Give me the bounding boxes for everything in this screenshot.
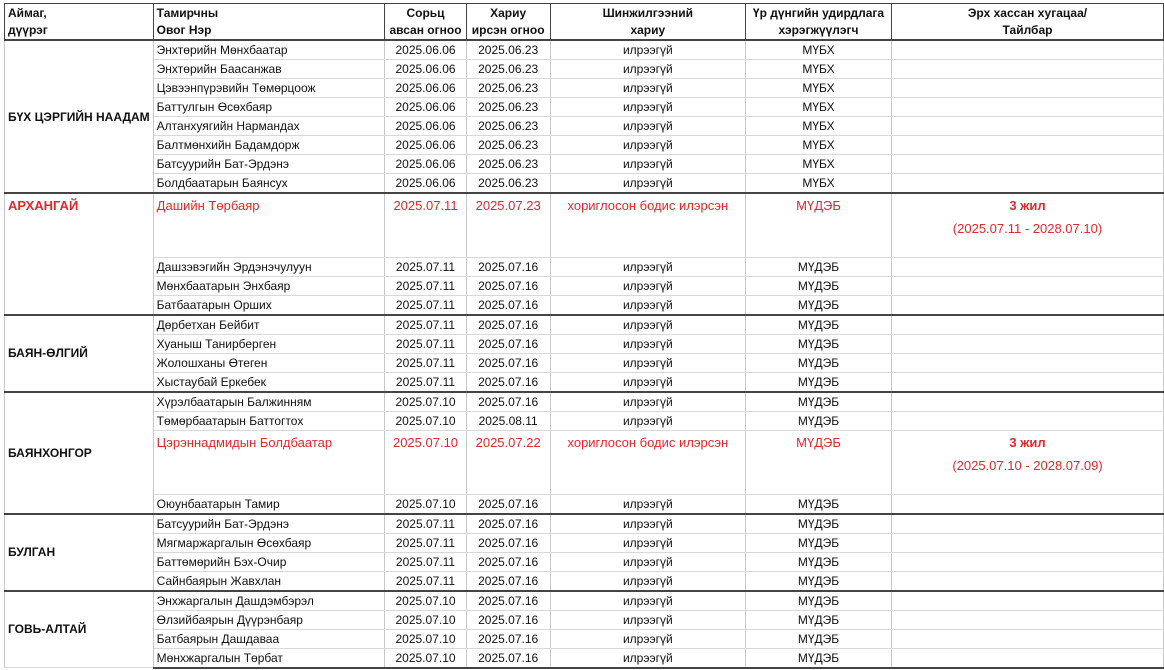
test-result-cell: илрээгүй xyxy=(550,648,745,668)
athlete-name-cell: Төмөрбаатарын Баттогтох xyxy=(153,411,385,430)
test-result-cell: илрээгүй xyxy=(550,552,745,571)
sample-date-cell: 2025.06.06 xyxy=(385,155,466,174)
athlete-name-cell: Баттулгын Өсөхбаяр xyxy=(153,98,385,117)
athlete-name-cell: Мөнхжаргалын Төрбат xyxy=(153,648,385,668)
note-cell xyxy=(891,648,1163,668)
sample-date-cell: 2025.07.10 xyxy=(385,494,466,514)
header-name: Тамирчны Овог Нэр xyxy=(153,4,385,41)
athlete-name-cell: Энхтөрийн Мөнхбаатар xyxy=(153,40,385,60)
table-row xyxy=(5,315,1164,335)
organizer-cell: МҮБХ xyxy=(746,79,892,98)
result-date-cell: 2025.07.16 xyxy=(466,334,550,353)
result-date-cell: 2025.06.23 xyxy=(466,136,550,155)
result-date-cell: 2025.06.23 xyxy=(466,117,550,136)
organizer-cell: МҮДЭБ xyxy=(746,334,892,353)
result-date-cell: 2025.07.16 xyxy=(466,514,550,534)
athlete-name-cell: Дашийн Төрбаяр xyxy=(153,193,385,257)
organizer-cell: МҮБХ xyxy=(746,155,892,174)
test-result-cell: илрээгүй xyxy=(550,571,745,591)
organizer-cell: МҮДЭБ xyxy=(746,533,892,552)
table-body xyxy=(5,40,1164,668)
test-result-cell: илрээгүй xyxy=(550,392,745,412)
note-cell xyxy=(891,136,1163,155)
result-date-cell: 2025.07.16 xyxy=(466,315,550,335)
organizer-cell: МҮДЭБ xyxy=(746,372,892,392)
note-cell xyxy=(891,514,1163,534)
table-row xyxy=(5,276,1164,295)
organizer-cell: МҮБХ xyxy=(746,40,892,60)
organizer-cell: МҮДЭБ xyxy=(746,648,892,668)
sample-date-cell: 2025.07.11 xyxy=(385,552,466,571)
note-cell xyxy=(891,334,1163,353)
sample-date-cell: 2025.07.11 xyxy=(385,334,466,353)
table-row xyxy=(5,136,1164,155)
sample-date-cell: 2025.07.11 xyxy=(385,533,466,552)
test-result-cell: илрээгүй xyxy=(550,334,745,353)
table-row xyxy=(5,430,1164,494)
table-row xyxy=(5,372,1164,392)
organizer-cell: МҮДЭБ xyxy=(746,430,892,494)
table-row xyxy=(5,591,1164,611)
result-date-cell: 2025.07.22 xyxy=(466,430,550,494)
test-result-cell: хориглосон бодис илэрсэн xyxy=(550,193,745,257)
header-test-result: Шинжилгээний хариу xyxy=(550,4,745,41)
result-date-cell: 2025.06.23 xyxy=(466,40,550,60)
table-row xyxy=(5,334,1164,353)
organizer-cell: МҮДЭБ xyxy=(746,276,892,295)
note-cell xyxy=(891,315,1163,335)
athlete-name-cell: Дөрбетхан Бейбит xyxy=(153,315,385,335)
ban-term: 3 жил xyxy=(1009,434,1046,450)
result-date-cell: 2025.06.23 xyxy=(466,174,550,194)
organizer-cell: МҮДЭБ xyxy=(746,257,892,276)
aimag-cell: БҮХ ЦЭРГИЙН НААДАМ xyxy=(5,40,154,193)
organizer-cell: МҮДЭБ xyxy=(746,514,892,534)
table-row xyxy=(5,533,1164,552)
note-cell xyxy=(891,392,1163,412)
sample-date-cell: 2025.07.11 xyxy=(385,514,466,534)
note-cell xyxy=(891,552,1163,571)
test-result-cell: илрээгүй xyxy=(550,257,745,276)
athlete-name-cell: Баттөмөрийн Бэх-Очир xyxy=(153,552,385,571)
sample-date-cell: 2025.07.10 xyxy=(385,392,466,412)
organizer-cell: МҮДЭБ xyxy=(746,315,892,335)
note-cell xyxy=(891,155,1163,174)
result-date-cell: 2025.07.16 xyxy=(466,610,550,629)
athlete-name-cell: Батбаатарын Орших xyxy=(153,295,385,315)
organizer-cell: МҮДЭБ xyxy=(746,295,892,315)
sample-date-cell: 2025.06.06 xyxy=(385,79,466,98)
table-row xyxy=(5,117,1164,136)
result-date-cell: 2025.07.16 xyxy=(466,591,550,611)
athlete-name-cell: Цэвээнпүрэвийн Төмөрцоож xyxy=(153,79,385,98)
note-cell xyxy=(891,571,1163,591)
athlete-name-cell: Болдбаатарын Баянсух xyxy=(153,174,385,194)
test-result-cell: илрээгүй xyxy=(550,610,745,629)
header-row xyxy=(5,4,1164,41)
athlete-name-cell: Батбаярын Дашдаваа xyxy=(153,629,385,648)
header-organizer: Үр дүнгийн удирдлага хэрэгжүүлэгч xyxy=(746,4,892,41)
organizer-cell: МҮДЭБ xyxy=(746,571,892,591)
note-cell xyxy=(891,193,1163,257)
athlete-name-cell: Оюунбаатарын Тамир xyxy=(153,494,385,514)
sample-date-cell: 2025.07.10 xyxy=(385,610,466,629)
table-row xyxy=(5,552,1164,571)
sample-date-cell: 2025.06.06 xyxy=(385,60,466,79)
test-result-cell: илрээгүй xyxy=(550,315,745,335)
test-result-cell: илрээгүй xyxy=(550,372,745,392)
athlete-name-cell: Энхтөрийн Баасанжав xyxy=(153,60,385,79)
test-result-cell: илрээгүй xyxy=(550,155,745,174)
table-row xyxy=(5,648,1164,668)
organizer-cell: МҮДЭБ xyxy=(746,411,892,430)
note-cell xyxy=(891,257,1163,276)
result-date-cell: 2025.06.23 xyxy=(466,155,550,174)
result-date-cell: 2025.06.23 xyxy=(466,98,550,117)
note-cell xyxy=(891,295,1163,315)
result-date-cell: 2025.07.23 xyxy=(466,193,550,257)
athlete-name-cell: Хуаныш Танирберген xyxy=(153,334,385,353)
test-result-cell: илрээгүй xyxy=(550,514,745,534)
sample-date-cell: 2025.06.06 xyxy=(385,136,466,155)
note-cell xyxy=(891,411,1163,430)
ban-period: (2025.07.11 - 2028.07.10) xyxy=(952,221,1103,236)
header-note: Эрх хассан хугацаа/ Тайлбар xyxy=(891,4,1163,41)
result-date-cell: 2025.07.16 xyxy=(466,533,550,552)
table-row xyxy=(5,60,1164,79)
athlete-name-cell: Жолошханы Өтеген xyxy=(153,353,385,372)
header-aimag: Аймаг, дүүрэг xyxy=(5,4,154,41)
result-date-cell: 2025.07.16 xyxy=(466,257,550,276)
aimag-cell: АРХАНГАЙ xyxy=(5,193,154,315)
athlete-name-cell: Цэрэннадмидын Болдбаатар xyxy=(153,430,385,494)
sample-date-cell: 2025.07.11 xyxy=(385,193,466,257)
test-result-cell: илрээгүй xyxy=(550,40,745,60)
result-date-cell: 2025.07.16 xyxy=(466,276,550,295)
test-result-cell: илрээгүй xyxy=(550,136,745,155)
note-cell xyxy=(891,40,1163,60)
athlete-name-cell: Мягмаржаргалын Өсөхбаяр xyxy=(153,533,385,552)
result-date-cell: 2025.06.23 xyxy=(466,79,550,98)
note-cell xyxy=(891,276,1163,295)
note-cell xyxy=(891,174,1163,194)
athlete-name-cell: Батсуурийн Бат-Эрдэнэ xyxy=(153,155,385,174)
sample-date-cell: 2025.06.06 xyxy=(385,40,466,60)
sample-date-cell: 2025.07.10 xyxy=(385,591,466,611)
table-row xyxy=(5,155,1164,174)
sample-date-cell: 2025.06.06 xyxy=(385,98,466,117)
test-result-cell: илрээгүй xyxy=(550,494,745,514)
organizer-cell: МҮБХ xyxy=(746,136,892,155)
sample-date-cell: 2025.06.06 xyxy=(385,174,466,194)
sample-date-cell: 2025.07.11 xyxy=(385,295,466,315)
test-result-cell: хориглосон бодис илэрсэн xyxy=(550,430,745,494)
sample-date-cell: 2025.06.06 xyxy=(385,117,466,136)
ban-period: (2025.07.10 - 2028.07.09) xyxy=(952,457,1103,473)
test-result-cell: илрээгүй xyxy=(550,276,745,295)
note-cell xyxy=(891,430,1163,494)
note-cell xyxy=(891,591,1163,611)
test-result-cell: илрээгүй xyxy=(550,174,745,194)
test-result-cell: илрээгүй xyxy=(550,60,745,79)
athlete-name-cell: Өлзийбаярын Дүүрэнбаяр xyxy=(153,610,385,629)
aimag-cell: БАЯН-ӨЛГИЙ xyxy=(5,315,154,392)
table-row xyxy=(5,610,1164,629)
table-row xyxy=(5,40,1164,60)
organizer-cell: МҮДЭБ xyxy=(746,610,892,629)
note-cell xyxy=(891,629,1163,648)
aimag-cell: ГОВЬ-АЛТАЙ xyxy=(5,591,154,668)
result-date-cell: 2025.07.16 xyxy=(466,552,550,571)
sample-date-cell: 2025.07.10 xyxy=(385,411,466,430)
organizer-cell: МҮДЭБ xyxy=(746,552,892,571)
test-result-cell: илрээгүй xyxy=(550,353,745,372)
test-results-table xyxy=(4,3,1164,669)
organizer-cell: МҮДЭБ xyxy=(746,494,892,514)
result-date-cell: 2025.07.16 xyxy=(466,494,550,514)
sample-date-cell: 2025.07.11 xyxy=(385,257,466,276)
header-sample-date: Сорьц авсан огноо xyxy=(385,4,466,41)
sample-date-cell: 2025.07.11 xyxy=(385,315,466,335)
result-date-cell: 2025.08.11 xyxy=(466,411,550,430)
note-cell xyxy=(891,353,1163,372)
table-row xyxy=(5,514,1164,534)
athlete-name-cell: Сайнбаярын Жавхлан xyxy=(153,571,385,591)
organizer-cell: МҮБХ xyxy=(746,60,892,79)
note-cell xyxy=(891,372,1163,392)
athlete-name-cell: Хүрэлбаатарын Балжинням xyxy=(153,392,385,412)
organizer-cell: МҮБХ xyxy=(746,117,892,136)
table-row xyxy=(5,98,1164,117)
organizer-cell: МҮДЭБ xyxy=(746,392,892,412)
sample-date-cell: 2025.07.10 xyxy=(385,648,466,668)
table-row xyxy=(5,629,1164,648)
test-result-cell: илрээгүй xyxy=(550,98,745,117)
organizer-cell: МҮБХ xyxy=(746,98,892,117)
table-row xyxy=(5,174,1164,194)
result-date-cell: 2025.07.16 xyxy=(466,629,550,648)
note-cell xyxy=(891,79,1163,98)
note-cell xyxy=(891,494,1163,514)
athlete-name-cell: Мөнхбаатарын Энхбаяр xyxy=(153,276,385,295)
organizer-cell: МҮБХ xyxy=(746,174,892,194)
result-date-cell: 2025.07.16 xyxy=(466,648,550,668)
organizer-cell: МҮДЭБ xyxy=(746,591,892,611)
note-cell xyxy=(891,98,1163,117)
result-date-cell: 2025.06.23 xyxy=(466,60,550,79)
aimag-cell: БУЛГАН xyxy=(5,514,154,591)
test-result-cell: илрээгүй xyxy=(550,117,745,136)
note-cell xyxy=(891,533,1163,552)
test-result-cell: илрээгүй xyxy=(550,79,745,98)
sample-date-cell: 2025.07.11 xyxy=(385,353,466,372)
table-row xyxy=(5,411,1164,430)
test-result-cell: илрээгүй xyxy=(550,533,745,552)
sample-date-cell: 2025.07.11 xyxy=(385,571,466,591)
athlete-name-cell: Балтмөнхийн Бадамдорж xyxy=(153,136,385,155)
sample-date-cell: 2025.07.11 xyxy=(385,276,466,295)
note-cell xyxy=(891,60,1163,79)
organizer-cell: МҮДЭБ xyxy=(746,629,892,648)
test-result-cell: илрээгүй xyxy=(550,629,745,648)
result-date-cell: 2025.07.16 xyxy=(466,353,550,372)
athlete-name-cell: Энхжаргалын Дашдэмбэрэл xyxy=(153,591,385,611)
table-row xyxy=(5,494,1164,514)
test-result-cell: илрээгүй xyxy=(550,411,745,430)
table-row xyxy=(5,295,1164,315)
ban-term: 3 жил xyxy=(1009,198,1046,213)
table-row xyxy=(5,353,1164,372)
result-date-cell: 2025.07.16 xyxy=(466,571,550,591)
result-date-cell: 2025.07.16 xyxy=(466,372,550,392)
table-row xyxy=(5,79,1164,98)
organizer-cell: МҮДЭБ xyxy=(746,193,892,257)
table-row xyxy=(5,571,1164,591)
result-date-cell: 2025.07.16 xyxy=(466,392,550,412)
header-result-date: Хариу ирсэн огноо xyxy=(466,4,550,41)
athlete-name-cell: Хыстаубай Еркебек xyxy=(153,372,385,392)
test-result-cell: илрээгүй xyxy=(550,295,745,315)
note-cell xyxy=(891,117,1163,136)
organizer-cell: МҮДЭБ xyxy=(746,353,892,372)
table-row xyxy=(5,392,1164,412)
note-cell xyxy=(891,610,1163,629)
sample-date-cell: 2025.07.10 xyxy=(385,430,466,494)
athlete-name-cell: Батсуурийн Бат-Эрдэнэ xyxy=(153,514,385,534)
table-row xyxy=(5,257,1164,276)
athlete-name-cell: Дашзэвэгийн Эрдэнэчулуун xyxy=(153,257,385,276)
aimag-cell: БАЯНХОНГОР xyxy=(5,392,154,514)
test-result-cell: илрээгүй xyxy=(550,591,745,611)
sample-date-cell: 2025.07.11 xyxy=(385,372,466,392)
result-date-cell: 2025.07.16 xyxy=(466,295,550,315)
athlete-name-cell: Алтанхуягийн Нармандах xyxy=(153,117,385,136)
table-row xyxy=(5,193,1164,257)
sample-date-cell: 2025.07.10 xyxy=(385,629,466,648)
